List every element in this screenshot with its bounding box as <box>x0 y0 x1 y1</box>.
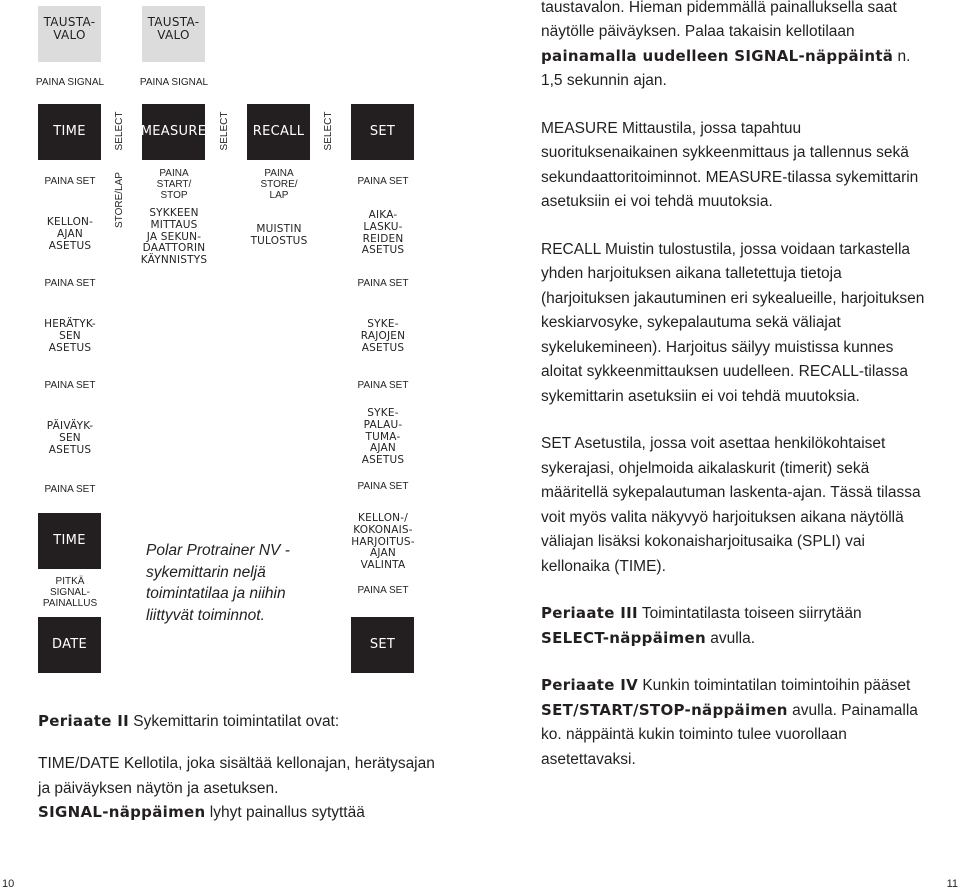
left-text-column <box>38 710 438 826</box>
periaate-iii-paragraph <box>541 602 925 651</box>
periaate-iii-text: Toimintatilasta toiseen siirrytään <box>637 605 862 623</box>
set-paina-set-2: PAINA SET <box>357 278 409 289</box>
signal-key-bold: SIGNAL-näppäimen <box>38 803 206 822</box>
set-paina-set-1: PAINA SET <box>357 176 409 187</box>
periaate-iv-heading: Periaate IV <box>541 676 639 695</box>
paivayksen-asetus: PÄIVÄYK- SEN ASETUS <box>46 420 94 456</box>
set-start-stop-key-bold: SET/START/STOP-näppäimen <box>541 700 788 719</box>
select-label-2: SELECT <box>219 111 230 151</box>
select-label-1: SELECT <box>114 111 125 151</box>
pitka-signal-painallus: PITKÄ SIGNAL- PAINALLUS <box>42 576 98 609</box>
set-paina-set-5: PAINA SET <box>357 585 409 596</box>
date-box: DATE <box>38 617 101 673</box>
periaate-iv-text: Kunkin toimintatilan toimintoihin pääset <box>638 677 911 695</box>
aikalaskureiden-asetus: AIKA- LASKU- REIDEN ASETUS <box>361 209 405 257</box>
periaate-ii-paragraph <box>38 710 438 734</box>
periaate-ii-heading: Periaate II <box>38 712 129 730</box>
select-key-bold: SELECT-näppäimen <box>541 628 706 647</box>
mode-set-box: SET <box>351 104 414 160</box>
sykkeen-mittaus: SYKKEEN MITTAUS JA SEKUN- DAATTORIN KÄYNNISTYS <box>140 207 208 266</box>
kellon-kokonais-valinta: KELLON-/ KOKONAIS- HARJOITUS- AJAN VALINTA <box>351 512 415 571</box>
time-paina-set-2: PAINA SET <box>44 278 96 289</box>
mode-recall-box: RECALL <box>247 104 310 160</box>
diagram-caption: Polar Protrainer NV -sykemittarin neljä toimintatilaa ja niihin liittyvät toiminnot. <box>146 542 290 625</box>
time-paina-set-1: PAINA SET <box>44 176 96 187</box>
recall-paragraph: RECALL Muistin tulostustila, jossa voidaan tarkastella yhden harjoituksen aikana talletettuja tietoja (harjoituksen jakautuminen eri sykealueille, harjoituksen keskiarvosyke, sykepalautuma sekä väliajat sykelukemineen). Harjoitus säilyy muistissa kunnes aloitat sykkeenmittauksen uudelleen. RECALL-tilassa sykemittarin asetuksiin ei voi tehdä muutoksia. <box>541 240 925 405</box>
periaate-iv-end: avulla. Painamalla ko. näppäintä kukin toiminto tulee vuorollaan asetettavaksi. <box>541 701 918 768</box>
periaate-iii-heading: Periaate III <box>541 604 638 623</box>
time-box-lower: TIME <box>38 513 101 569</box>
backlight-text-a: taustavalon. Hieman pidemmällä painalluksella saat näytölle päiväyksen. Palaa takaisin kellotilaan <box>541 0 897 41</box>
backlight-box-right: TAUSTA- VALO <box>142 6 205 62</box>
store-lap-label: STORE/LAP <box>114 172 125 228</box>
paina-store-lap: PAINA STORE/ LAP <box>260 168 298 201</box>
muistin-tulostus: MUISTIN TULOSTUS <box>250 223 308 247</box>
kellonajan-asetus: KELLON- AJAN ASETUS <box>46 216 94 252</box>
sykepalautuma-asetus: SYKE- PALAU- TUMA- AJAN ASETUS <box>361 407 405 466</box>
set-box-lower: SET <box>351 617 414 673</box>
time-date-paragraph: TIME/DATE Kellotila, joka sisältää kellonajan, herätysajan ja päiväyksen näytön ja asetuksen. <box>38 755 435 797</box>
mode-time-box: TIME <box>38 104 101 160</box>
backlight-text-b: n. 1,5 sekunnin ajan. <box>541 47 911 90</box>
periaate-iii-end: avulla. <box>705 629 756 647</box>
right-text-column <box>541 0 925 772</box>
periaate-iv-paragraph <box>541 674 925 772</box>
time-paina-set-4: PAINA SET <box>44 484 96 495</box>
signal-again-bold: painamalla uudelleen SIGNAL-näppäintä <box>541 46 894 65</box>
signal-paragraph <box>38 801 438 825</box>
sykerajojen-asetus: SYKE- RAJOJEN ASETUS <box>360 318 406 354</box>
signal-text: lyhyt painallus sytyttää <box>205 804 365 822</box>
set-paina-set-3: PAINA SET <box>357 380 409 391</box>
backlight-box-left: TAUSTA- VALO <box>38 6 101 62</box>
measure-paragraph: MEASURE Mittaustila, jossa tapahtuu suorituksenaikainen sykkeenmittaus ja tallennus sekä sekundaattoritoiminnot. MEASURE-tilassa sykemittarin asetuksiin ei voi tehdä muutoksia. <box>541 119 919 211</box>
paina-start-stop: PAINA START/ STOP <box>156 168 192 201</box>
backlight-continuation <box>541 0 925 94</box>
page-number-left: 10 <box>2 878 15 890</box>
paina-signal-right: PAINA SIGNAL <box>139 77 209 88</box>
mode-measure-box: MEASURE <box>142 104 205 160</box>
page-number-right: 11 <box>946 878 958 890</box>
set-paragraph: SET Asetustila, jossa voit asettaa henkilökohtaiset sykerajasi, ohjelmoida aikalaskurit (timerit) sekä määritellä sykepalautuman laskenta-ajan. Tässä tilassa voit myös valita näkyvyö harjoituksen aikana näytöllä väliajan lisäksi kokonaisharjoitusaika (SPLI) vai kellonaika (TIME). <box>541 435 921 575</box>
periaate-ii-text: Sykemittarin toimintatilat ovat: <box>128 713 340 730</box>
time-paina-set-3: PAINA SET <box>44 380 96 391</box>
select-label-3: SELECT <box>323 111 334 151</box>
heratyksen-asetus: HERÄTYK- SEN ASETUS <box>44 318 96 354</box>
set-paina-set-4: PAINA SET <box>357 481 409 492</box>
paina-signal-left: PAINA SIGNAL <box>35 77 105 88</box>
